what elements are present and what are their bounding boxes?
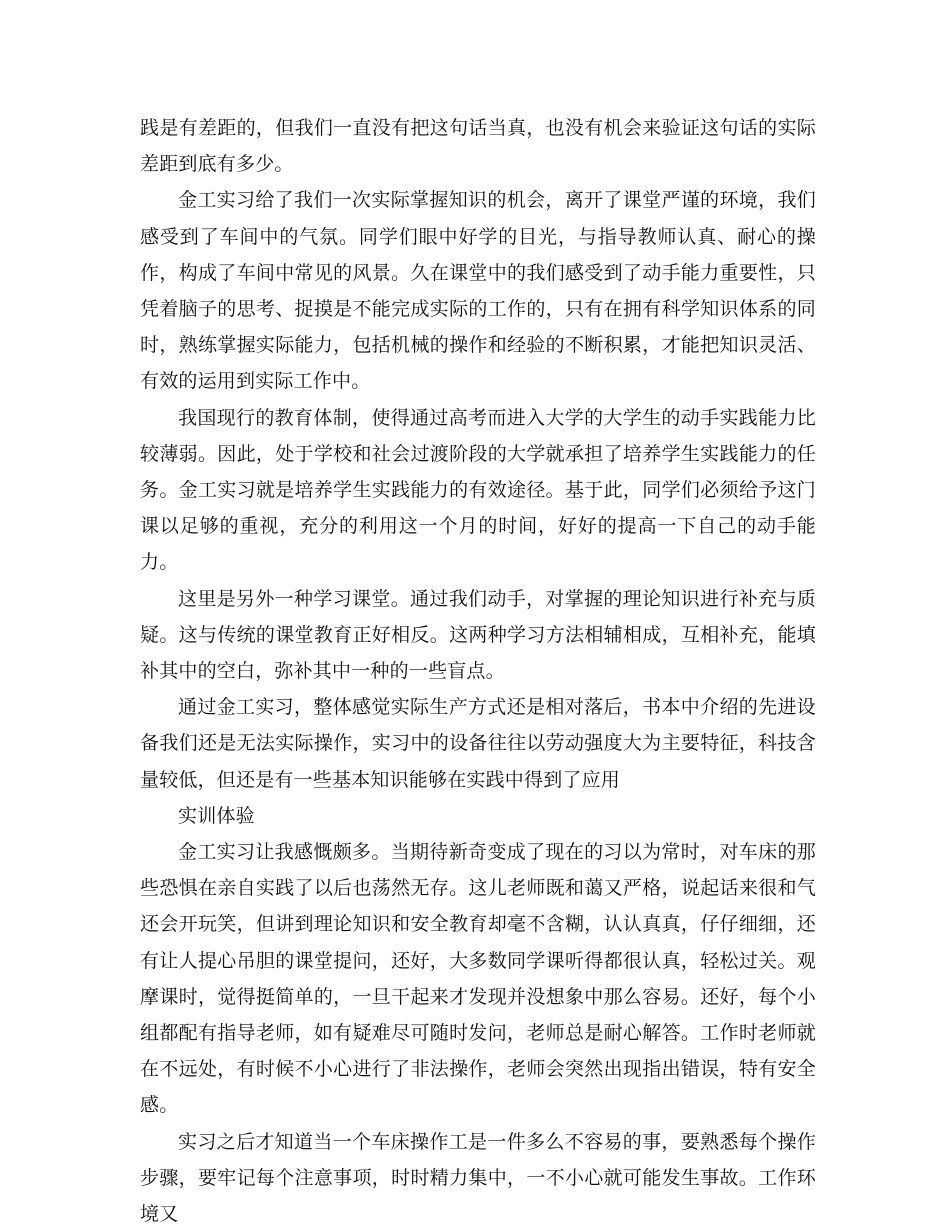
paragraph: 金工实习给了我们一次实际掌握知识的机会，离开了课堂严谨的环境，我们感受到了车间中的气氛。同学们眼中好学的目光，与指导教师认真、耐心的操作，构成了车间中常见的风景。久在课堂中的我们感受到了动手能力重要性，只凭着脑子的思考、捉摸是不能完成实际的工作的，只有在拥有科学知识体系的同时，熟练掌握实际能力，包括机械的操作和经验的不断积累，才能把知识灵活、有效的运用到实际工作中。 xyxy=(140,189,816,393)
document-body xyxy=(140,110,816,1232)
paragraph: 金工实习让我感慨颇多。当期待新奇变成了现在的习以为常时，对车床的那些恐惧在亲自实践了以后也荡然无存。这儿老师既和蔼又严格，说起话来很和气还会开玩笑，但讲到理论知识和安全教育却毫不含糊，认认真真，仔仔细细，还有让人提心吊胆的课堂提问，还好，大多数同学课听得都很认真，轻松过关。观摩课时，觉得挺简单的，一旦干起来才发现并没想象中那么容易。还好，每个小组都配有指导老师，如有疑难尽可随时发问，老师总是耐心解答。工作时老师就在不远处，有时候不小心进行了非法操作，老师会突然出现指出错误，特有安全感。 xyxy=(140,841,816,1117)
paragraph: 通过金工实习，整体感觉实际生产方式还是相对落后，书本中介绍的先进设备我们还是无法实际操作，实习中的设备往往以劳动强度大为主要特征，科技含量较低，但还是有一些基本知识能够在实践中得到了应用 xyxy=(140,696,816,791)
paragraph: 这里是另外一种学习课堂。通过我们动手，对掌握的理论知识进行补充与质疑。这与传统的课堂教育正好相反。这两种学习方法相辅相成，互相补充，能填补其中的空白，弥补其中一种的一些盲点。 xyxy=(140,587,816,683)
section-heading: 实训体验 xyxy=(178,804,255,827)
paragraph: 我国现行的教育体制，使得通过高考而进入大学的大学生的动手实践能力比较薄弱。因此，处于学校和社会过渡阶段的大学就承担了培养学生实践能力的任务。金工实习就是培养学生实践能力的有效途径。基于此，同学们必须给予这门课以足够的重视，充分的利用这一个月的时间，好好的提高一下自己的动手能力。 xyxy=(140,406,816,574)
paragraph: 实习之后才知道当一个车床操作工是一件多么不容易的事，要熟悉每个操作步骤，要牢记每个注意事项，时时精力集中，一不小心就可能发生事故。工作环境又 xyxy=(140,1130,816,1226)
paragraph-continuation: 践是有差距的，但我们一直没有把这句话当真，也没有机会来验证这句话的实际差距到底有多少。 xyxy=(140,117,816,176)
